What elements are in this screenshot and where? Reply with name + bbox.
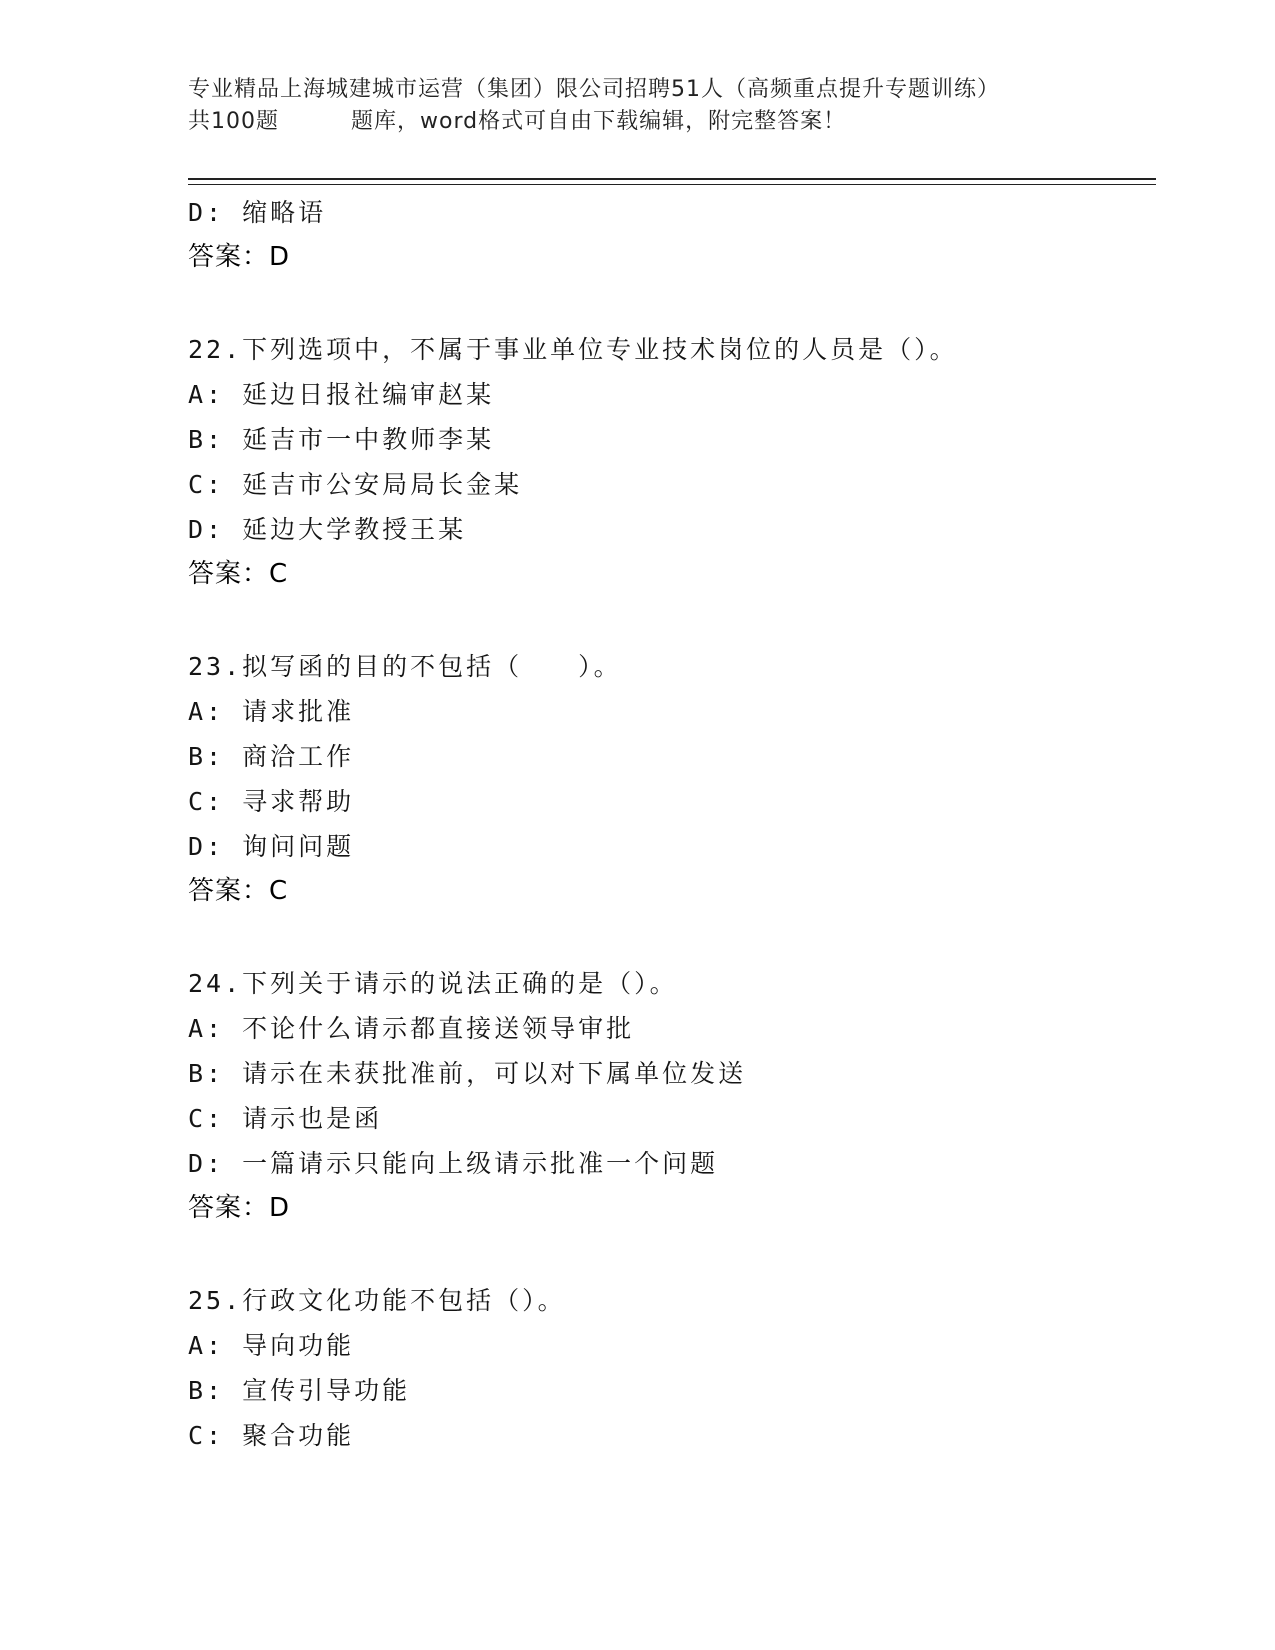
option-d: D: 询问问题 — [188, 832, 355, 861]
header-count: 共100题 — [188, 109, 279, 134]
question-list — [188, 190, 1148, 1458]
answer: 答案：C — [188, 876, 289, 906]
header-divider-thin — [188, 184, 1156, 185]
option-a: A: 请求批准 — [188, 697, 355, 726]
question-stem: 24.下列关于请示的说法正确的是（）。 — [188, 969, 678, 998]
header-subtitle-line — [188, 106, 1108, 138]
option-b: B: 宣传引导功能 — [188, 1376, 411, 1405]
header-description: 题库，word格式可自由下载编辑，附完整答案！ — [351, 109, 847, 134]
answer: 答案：C — [188, 559, 289, 589]
question-stem: 25.行政文化功能不包括（）。 — [188, 1286, 566, 1315]
question-23 — [188, 644, 1148, 914]
option-b: B: 延吉市一中教师李某 — [188, 425, 495, 454]
question-22 — [188, 327, 1148, 597]
answer: 答案：D — [188, 242, 291, 272]
question-stem: 22.下列选项中，不属于事业单位专业技术岗位的人员是（）。 — [188, 335, 958, 364]
question-stem: 23.拟写函的目的不包括（ ）。 — [188, 652, 622, 681]
option-d: D: 延边大学教授王某 — [188, 515, 467, 544]
header-divider-thick — [188, 178, 1156, 180]
header-title-line: 专业精品上海城建城市运营（集团）限公司招聘51人（高频重点提升专题训练） — [188, 77, 1000, 102]
option-c: C: 寻求帮助 — [188, 787, 355, 816]
option-a: A: 导向功能 — [188, 1331, 355, 1360]
option-d: D: 一篇请示只能向上级请示批准一个问题 — [188, 1149, 719, 1178]
option-c: C: 请示也是函 — [188, 1104, 383, 1133]
option-c: C: 聚合功能 — [188, 1421, 355, 1450]
question-24 — [188, 961, 1148, 1231]
option-a: A: 不论什么请示都直接送领导审批 — [188, 1014, 635, 1043]
option-a: A: 延边日报社编审赵某 — [188, 380, 495, 409]
option-b: B: 请示在未获批准前，可以对下属单位发送 — [188, 1059, 747, 1088]
option-d: D: 缩略语 — [188, 198, 327, 227]
option-b: B: 商洽工作 — [188, 742, 355, 771]
page-header — [188, 74, 1108, 138]
question-25 — [188, 1278, 1148, 1458]
answer: 答案：D — [188, 1193, 291, 1223]
option-c: C: 延吉市公安局局长金某 — [188, 470, 523, 499]
